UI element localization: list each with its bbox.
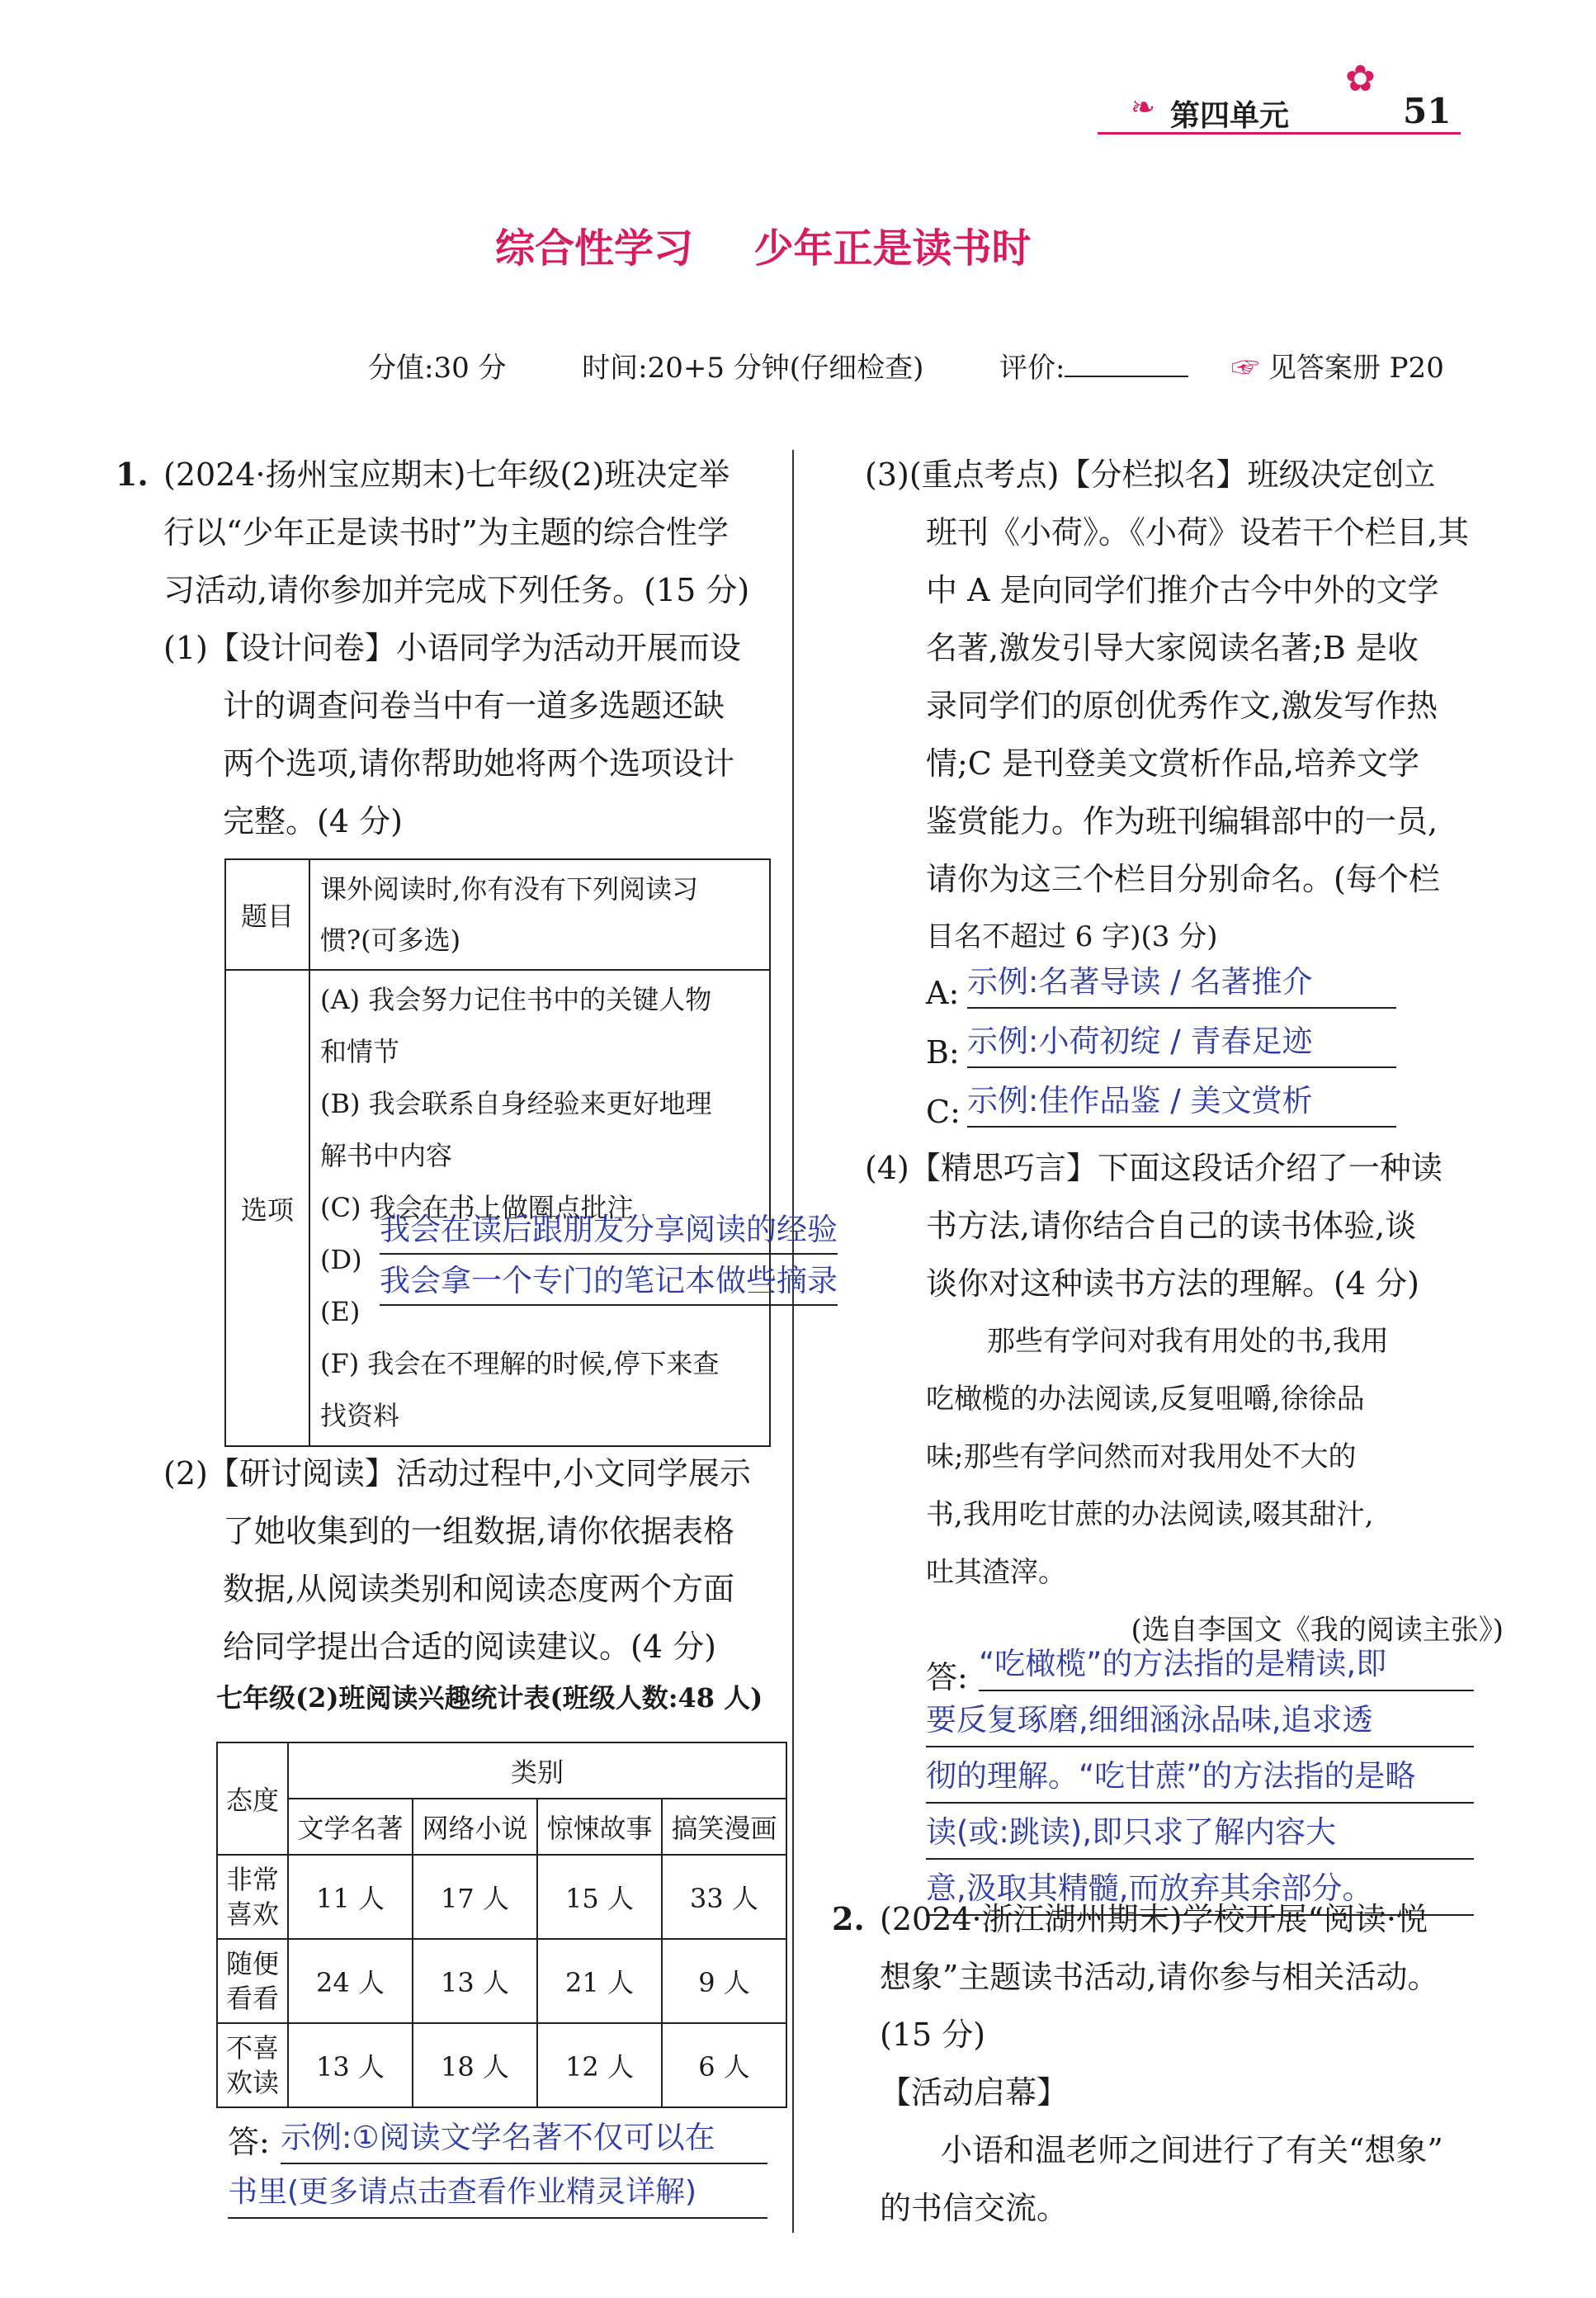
col-header: 网络小说 [413, 1799, 537, 1855]
option-line: (C) 我会在书上做圈点批注 [320, 1192, 634, 1223]
answer-a-input[interactable]: 示例:名著导读 / 名著推介 [967, 958, 1396, 1009]
answer-a-label: A: [926, 975, 960, 1011]
p4-line: (4)【精思巧言】下面这段话介绍了一种读 [865, 1150, 1443, 1186]
answer-b-label: B: [926, 1034, 960, 1071]
category-header: 类别 [288, 1742, 786, 1799]
table-cell: 15 人 [537, 1855, 662, 1939]
table1-head-label: 题目 [225, 859, 309, 970]
p1-line: (1)【设计问卷】小语同学为活动开展而设 [163, 630, 741, 666]
attitude-header: 态度 [217, 1742, 288, 1855]
header-leaf-icon: ❧ [1131, 91, 1156, 125]
unit-label: 第四单元 [1170, 98, 1290, 133]
option-line: 和情节 [320, 1036, 400, 1067]
quote-block [926, 1312, 1504, 1659]
answer-c-input[interactable]: 示例:佳作品鉴 / 美文赏析 [967, 1076, 1396, 1128]
part-4 [865, 1139, 1509, 1312]
row-label-line: 欢读 [225, 2067, 279, 2098]
table2-caption: 七年级(2)班阅读兴趣统计表(班级人数:48 人) [216, 1682, 763, 1714]
header-flower-icon: ✿ [1345, 58, 1376, 100]
q2-body: 小语和温老师之间进行了有关“想象” [941, 2132, 1443, 2168]
q1-number: 1. [116, 456, 149, 493]
q2-line: (2024·浙江湖州期末)学校开展“阅读·悦 [880, 1901, 1428, 1937]
q1-line: 习活动,请你参加并完成下列任务。(15 分) [163, 572, 750, 608]
page-title [495, 216, 1089, 274]
table-cell: 13 人 [288, 2023, 413, 2107]
answer-b-input[interactable]: 示例:小荷初绽 / 青春足迹 [967, 1017, 1396, 1068]
table-cell: 17 人 [413, 1855, 537, 1939]
p3-line: 录同学们的原创优秀作文,激发写作热 [926, 688, 1438, 724]
table1-head-text [309, 859, 770, 970]
q2-section: 【活动启幕】 [880, 2074, 1069, 2111]
p4-line: 书方法,请你结合自己的读书体验,谈 [926, 1208, 1417, 1244]
survey-table [224, 858, 771, 1447]
table-cell: 11 人 [288, 1855, 413, 1939]
q1-line: (2024·扬州宝应期末)七年级(2)班决定举 [163, 456, 730, 493]
row-label-line: 看看 [225, 1983, 279, 2014]
handwritten-answer-line[interactable]: 彻的理解。“吃甘蔗”的方法指的是略 [926, 1751, 1474, 1804]
table-cell: 24 人 [288, 1939, 413, 2023]
p3-line: 请你为这三个栏目分别命名。(每个栏 [926, 861, 1440, 897]
p2-line: 数据,从阅读类别和阅读态度两个方面 [223, 1571, 735, 1607]
quote-source: (选自李国文《我的阅读主张》) [1131, 1614, 1504, 1647]
p3-line: 鉴赏能力。作为班刊编辑部中的一员, [926, 803, 1438, 839]
table-cell: 13 人 [413, 1939, 537, 2023]
handwritten-answer-line[interactable]: 读(或:跳读),即只求了解内容大 [926, 1807, 1474, 1860]
row-label-line: 非常 [225, 1864, 279, 1895]
part-3-answers [926, 958, 1504, 1136]
evaluation-blank[interactable] [1065, 376, 1188, 377]
q2-body: 的书信交流。 [880, 2190, 1069, 2226]
q2-line: 想象”主题读书活动,请你参与相关活动。 [880, 1959, 1439, 1995]
q2-line: (15 分) [880, 2017, 986, 2053]
answer-ref: 见答案册 P20 [1268, 352, 1444, 385]
part-3 [865, 446, 1509, 966]
table1-opt-label: 选项 [225, 970, 309, 1446]
option-line: 解书中内容 [320, 1140, 453, 1171]
column-divider [792, 450, 794, 2233]
table-cell: 6 人 [662, 2023, 786, 2107]
quote-line: 味;那些有学问然而对我用处不大的 [926, 1440, 1357, 1473]
handwritten-option-d[interactable]: 我会在读后跟朋友分享阅读的经验 [380, 1207, 838, 1255]
handwritten-option-e[interactable]: 我会拿一个专门的笔记本做些摘录 [380, 1258, 838, 1306]
question-1 [116, 446, 784, 850]
table1-head-line: 课外阅读时,你有没有下列阅读习 [320, 873, 699, 905]
quote-line: 吃橄榄的办法阅读,反复咀嚼,徐徐品 [926, 1383, 1365, 1416]
question-2 [832, 1890, 1509, 2237]
p2-line: 了她收集到的一组数据,请你依据表格 [223, 1513, 735, 1549]
p3-line: 情;C 是刊登美文赏析作品,培养文学 [926, 745, 1420, 782]
answer-c-label: C: [926, 1094, 961, 1130]
row-label-line: 不喜 [225, 2032, 279, 2064]
p3-line: 班刊《小荷》。《小荷》设若干个栏目,其 [926, 514, 1470, 551]
answer-label: 答: [228, 2124, 270, 2160]
table-cell: 21 人 [537, 1939, 662, 2023]
option-line: (F) 我会在不理解的时候,停下来查 [320, 1348, 720, 1379]
score: 分值:30 分 [368, 352, 507, 385]
quote-line: 书,我用吃甘蔗的办法阅读,啜其甜汁, [926, 1498, 1374, 1531]
p1-line: 计的调查问卷当中有一道多选题还缺 [223, 688, 725, 724]
p2-line: 给同学提出合适的阅读建议。(4 分) [223, 1629, 716, 1665]
option-line: (B) 我会联系自身经验来更好地理 [320, 1088, 712, 1119]
p3-line: 中 A 是向同学们推介古今中外的文学 [926, 572, 1439, 608]
meta-line [368, 345, 1499, 385]
p3-line: 目名不超过 6 字)(3 分) [926, 920, 1218, 953]
page-number: 51 [1403, 91, 1452, 131]
handwritten-answer-line[interactable]: “吃橄榄”的方法指的是精读,即 [979, 1638, 1474, 1691]
quote-line: 那些有学问对我有用处的书,我用 [987, 1325, 1389, 1358]
p2-line: (2)【研讨阅读】活动过程中,小文同学展示 [163, 1455, 751, 1492]
col-header: 搞笑漫画 [662, 1799, 786, 1855]
col-header: 文学名著 [288, 1799, 413, 1855]
p4-line: 谈你对这种读书方法的理解。(4 分) [926, 1265, 1419, 1302]
p1-line: 两个选项,请你帮助她将两个选项设计 [223, 745, 735, 782]
option-line: (E) [320, 1296, 361, 1327]
title-left: 综合性学习 [495, 225, 694, 272]
page-header [1098, 58, 1485, 140]
handwritten-answer-line[interactable]: 要反复琢磨,细细涵泳品味,追求透 [926, 1695, 1474, 1747]
part-2 [163, 1445, 791, 1676]
row-label [217, 1855, 288, 1939]
handwritten-answer-line[interactable]: 意,汲取其精髓,而放弃其余部分。 [926, 1863, 1474, 1916]
quote-line: 吐其渣滓。 [926, 1556, 1066, 1589]
table-cell: 18 人 [413, 2023, 537, 2107]
p3-line: (3)(重点考点)【分栏拟名】班级决定创立 [865, 456, 1436, 493]
answer-label: 答: [926, 1659, 968, 1695]
col-header: 惊悚故事 [537, 1799, 662, 1855]
q1-line: 行以“少年正是读书时”为主题的综合性学 [163, 514, 729, 551]
evaluation: 评价: [999, 352, 1065, 385]
option-line: (A) 我会努力记住书中的关键人物 [320, 984, 712, 1015]
table-cell: 9 人 [662, 1939, 786, 2023]
time: 时间:20+5 分钟(仔细检查) [582, 352, 924, 385]
table-cell: 12 人 [537, 2023, 662, 2107]
title-right: 少年正是读书时 [753, 225, 1032, 272]
handwritten-answer-line[interactable]: 示例:①阅读文学名著不仅可以在 [281, 2113, 767, 2164]
row-label [217, 2023, 288, 2107]
option-line: 找资料 [320, 1400, 400, 1431]
row-label-line: 随便 [225, 1948, 279, 1979]
p3-line: 名著,激发引导大家阅读名著;B 是收 [926, 630, 1419, 666]
q2-number: 2. [832, 1900, 865, 1937]
table-cell: 33 人 [662, 1855, 786, 1939]
p1-line: 完整。(4 分) [223, 803, 403, 839]
pointing-hand-icon: ☞ [1231, 352, 1260, 385]
stats-table [216, 1742, 787, 2108]
table1-head-line: 惯?(可多选) [320, 924, 461, 956]
row-label [217, 1939, 288, 2023]
option-line: (D) [320, 1244, 362, 1275]
row-label-line: 喜欢 [225, 1898, 279, 1930]
handwritten-answer-line[interactable]: 书里(更多请点击查看作业精灵详解) [228, 2168, 767, 2219]
